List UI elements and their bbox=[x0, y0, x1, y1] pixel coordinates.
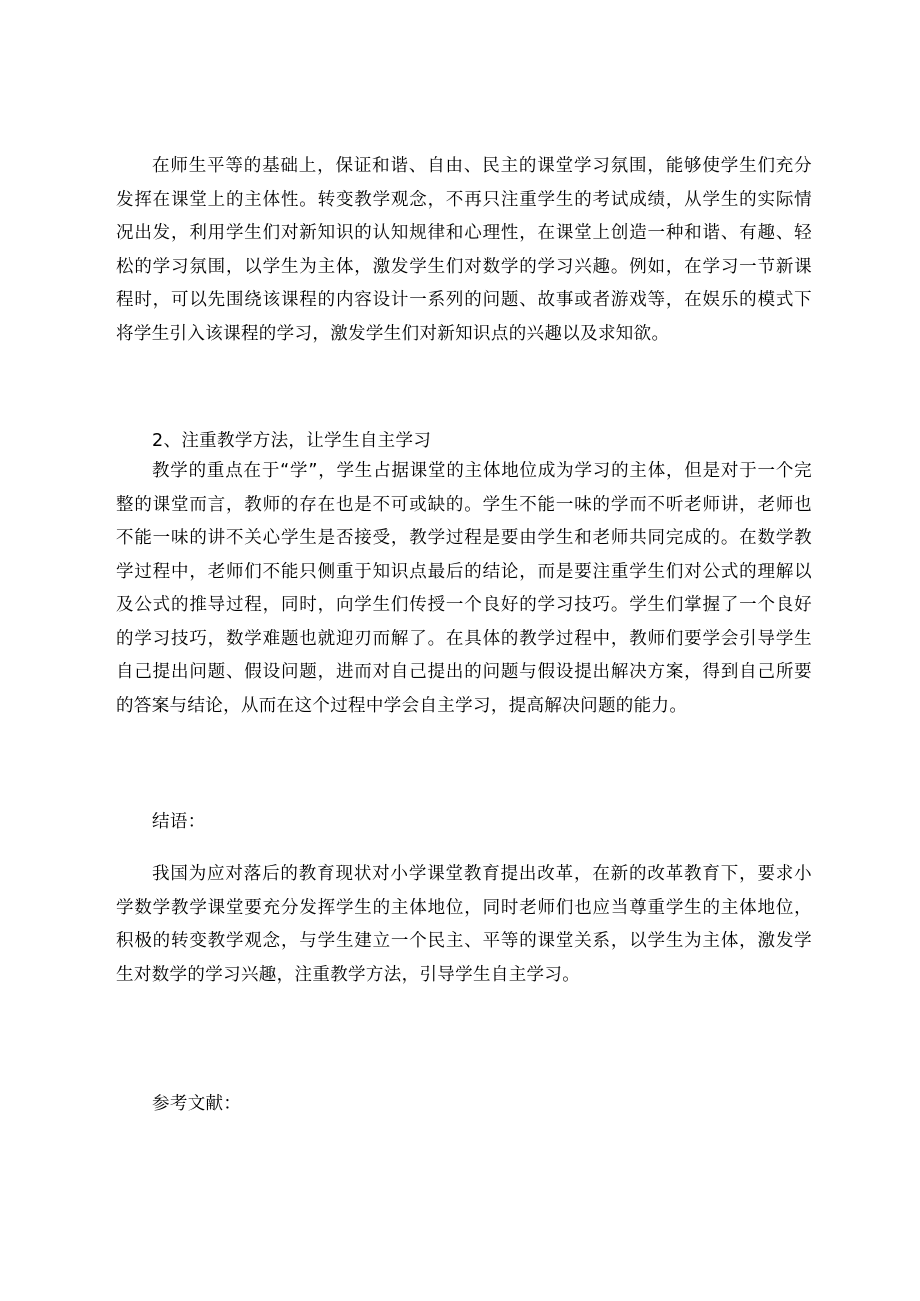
body-paragraph-student-atmosphere: 在师生平等的基础上，保证和谐、自由、民主的课堂学习氛围，能够使学生们充分发挥在课堂上的主体性。转变教学观念，不再只注重学生的考试成绩，从学生的实际情况出发，利用学生们对新知识的认知规律和心理性，在课堂上创造一种和谐、有趣、轻松的学习氛围，以学生为主体，激发学生们对数学的学习兴趣。例如，在学习一节新课程时，可以先围绕该课程的内容设计一系列的问题、故事或者游戏等，在娱乐的模式下将学生引入该课程的学习，激发学生们对新知识点的兴趣以及求知欲。 bbox=[116, 156, 812, 344]
section-heading-references: 参考文献： bbox=[152, 1094, 242, 1114]
body-paragraph-conclusion: 我国为应对落后的教育现状对小学课堂教育提出改革，在新的改革教育下，要求小学数学教学课堂要充分发挥学生的主体地位，同时老师们也应当尊重学生的主体地位，积极的转变教学观念，与学生建立一个民主、平等的课堂关系，以学生为主体，激发学生对数学的学习兴趣，注重教学方法，引导学生自主学习。 bbox=[116, 864, 812, 985]
body-paragraph-teaching-methods: 教学的重点在于“学”，学生占据课堂的主体地位成为学习的主体，但是对于一个完整的课堂而言，教师的存在也是不可或缺的。学生不能一味的学而不听老师讲，老师也不能一味的讲不关心学生是否接受，教学过程是要由学生和老师共同完成的。在数学教学过程中，老师们不能只侧重于知识点最后的结论，而是要注重学生们对公式的理解以及公式的推导过程，同时，向学生们传授一个良好的学习技巧。学生们掌握了一个良好的学习技巧，数学难题也就迎刃而解了。在具体的教学过程中，教师们要学会引导学生自己提出问题、假设问题，进而对自己提出的问题与假设提出解决方案，得到自己所要的答案与结论，从而在这个过程中学会自主学习，提高解决问题的能力。 bbox=[116, 461, 812, 716]
section-heading-teaching-methods: 2、注重教学方法，让学生自主学习 bbox=[152, 431, 432, 451]
section-heading-conclusion: 结语： bbox=[152, 812, 206, 832]
